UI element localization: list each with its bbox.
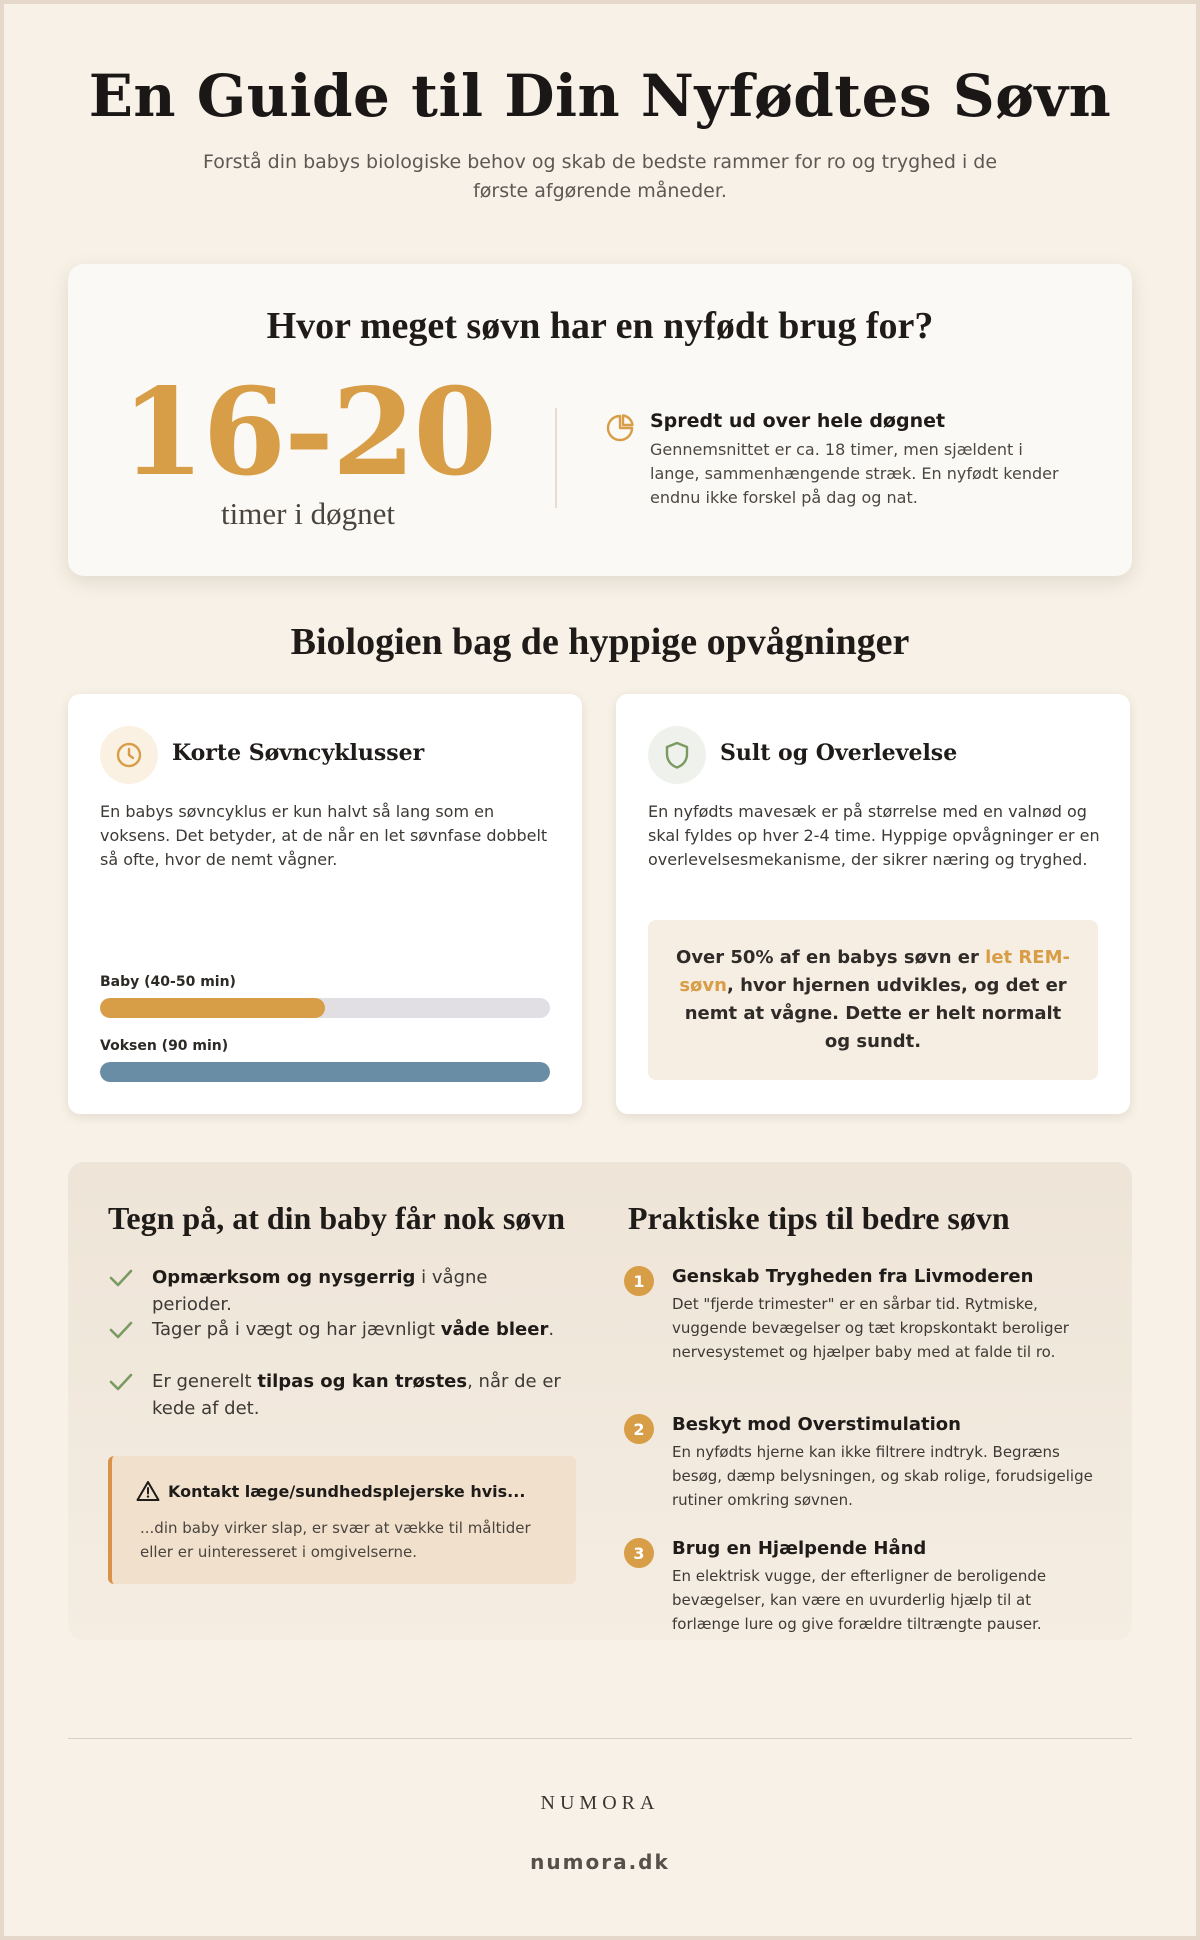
check-icon <box>108 1318 134 1342</box>
sign-text-pre: Tager på i vægt og har jævnligt <box>152 1319 441 1340</box>
tip-number-badge: 2 <box>624 1414 654 1444</box>
hunger-survival-text: En nyfødts mavesæk er på størrelse med en valnød og skal fyldes op hver 2-4 time. Hyppige opvågninger er en overlevelsesmekanisme, der sikrer næring og tryghed. <box>648 802 1100 869</box>
sign-item-text <box>152 1316 572 1343</box>
tip-number-badge: 3 <box>624 1538 654 1568</box>
hero-info-title: Spredt ud over hele døgnet <box>650 410 946 432</box>
sign-text-post: , når de er kede af det. <box>152 1371 561 1419</box>
warning-title: Kontakt læge/sundhedsplejerske hvis... <box>168 1482 526 1501</box>
sign-item-text <box>152 1264 572 1318</box>
sign-text-post: i vågne perioder. <box>152 1267 488 1315</box>
clock-icon <box>114 740 144 770</box>
tip-title: Beskyt mod Overstimulation <box>672 1414 961 1435</box>
sleep-cycles-card <box>68 694 582 1114</box>
sign-text-bold: våde bleer <box>440 1319 549 1340</box>
baby-cycle-bar-fill <box>100 998 325 1018</box>
hero-divider <box>555 408 557 508</box>
callout-text-start: Over 50% af en babys søvn er <box>676 947 986 968</box>
sleep-amount-question: Hvor meget søvn har en nyfødt brug for? <box>266 305 934 347</box>
baby-cycle-bar <box>100 998 550 1018</box>
sleep-hours-unit: timer i døgnet <box>221 496 395 531</box>
callout-text-end: , hvor hjernen udvikles, og det er nemt at vågne. Dette er helt normalt og sundt. <box>684 975 1067 1052</box>
clock-icon-badge <box>100 726 158 784</box>
adult-bar-label: Voksen (90 min) <box>100 1038 229 1054</box>
adult-cycle-bar-fill <box>100 1062 550 1082</box>
shield-icon-badge <box>648 726 706 784</box>
footer-divider <box>68 1738 1132 1739</box>
rem-sleep-callout-text <box>672 944 1074 1056</box>
tip-title: Brug en Hjælpende Hånd <box>672 1538 927 1559</box>
sleep-cycles-title: Korte Søvncyklusser <box>172 740 425 766</box>
doctor-warning-box <box>108 1456 576 1584</box>
page <box>4 4 1196 1936</box>
brand-logo: NUMORA <box>540 1792 660 1814</box>
sleep-cycles-text: En babys søvncyklus er kun halvt så lang som en voksens. Det betyder, at de når en let søvnfase dobbelt så ofte, hvor de nemt vågner. <box>100 802 548 869</box>
sign-text-pre: Er generelt <box>152 1371 258 1392</box>
sign-text-bold: Opmærksom og nysgerrig <box>152 1267 416 1288</box>
rem-sleep-callout <box>648 920 1098 1080</box>
sign-text-bold: tilpas og kan trøstes <box>257 1371 468 1392</box>
warning-text: ...din baby virker slap, er svær at vække til måltider eller er uinteresseret i omgivelserne. <box>140 1519 531 1561</box>
hunger-survival-title: Sult og Overlevelse <box>720 740 958 766</box>
sign-item-text <box>152 1368 572 1422</box>
tips-title: Praktiske tips til bedre søvn <box>628 1200 1010 1236</box>
hero-info-text: Gennemsnittet er ca. 18 timer, men sjældent i lange, sammenhængende stræk. En nyfødt kender endnu ikke forskel på dag og nat. <box>650 440 1059 507</box>
tip-title: Genskab Trygheden fra Livmoderen <box>672 1266 1034 1287</box>
sleep-amount-card <box>68 264 1132 576</box>
tip-text: En elektrisk vugge, der efterligner de beroligende bevægelser, kan være en uvurderlig hjælp til at forlænge lure og give forældre tiltrængte pauser. <box>672 1567 1047 1633</box>
adult-cycle-bar <box>100 1062 550 1082</box>
hunger-survival-card <box>616 694 1130 1114</box>
pie-chart-icon <box>604 412 636 444</box>
sleep-hours-number: 16-20 <box>121 362 495 503</box>
sign-text-post: . <box>548 1319 555 1340</box>
website-link[interactable]: numora.dk <box>530 1850 670 1874</box>
page-title: En Guide til Din Nyfødtes Søvn <box>88 62 1112 130</box>
signs-and-tips-panel <box>68 1162 1132 1640</box>
check-icon <box>108 1370 134 1394</box>
shield-icon <box>663 740 691 770</box>
tip-number-badge: 1 <box>624 1266 654 1296</box>
check-icon <box>108 1266 134 1290</box>
page-subtitle: Forstå din babys biologiske behov og skab de bedste rammer for ro og tryghed i de første afgørende måneder. <box>202 151 998 202</box>
biology-section-title: Biologien bag de hyppige opvågninger <box>290 621 910 663</box>
warning-icon <box>136 1480 160 1502</box>
signs-title: Tegn på, at din baby får nok søvn <box>108 1200 566 1236</box>
callout-highlight: let REM-søvn <box>679 947 1070 996</box>
tip-text: Det "fjerde trimester" er en sårbar tid. Rytmiske, vuggende bevægelser og tæt kropskontakt beroliger nervesystemet og hjælper baby med at falde til ro. <box>672 1295 1069 1361</box>
baby-bar-label: Baby (40-50 min) <box>100 974 236 990</box>
tip-text: En nyfødts hjerne kan ikke filtrere indtryk. Begræns besøg, dæmp belysningen, og skab rolige, forudsigelige rutiner omkring søvnen. <box>672 1443 1093 1509</box>
